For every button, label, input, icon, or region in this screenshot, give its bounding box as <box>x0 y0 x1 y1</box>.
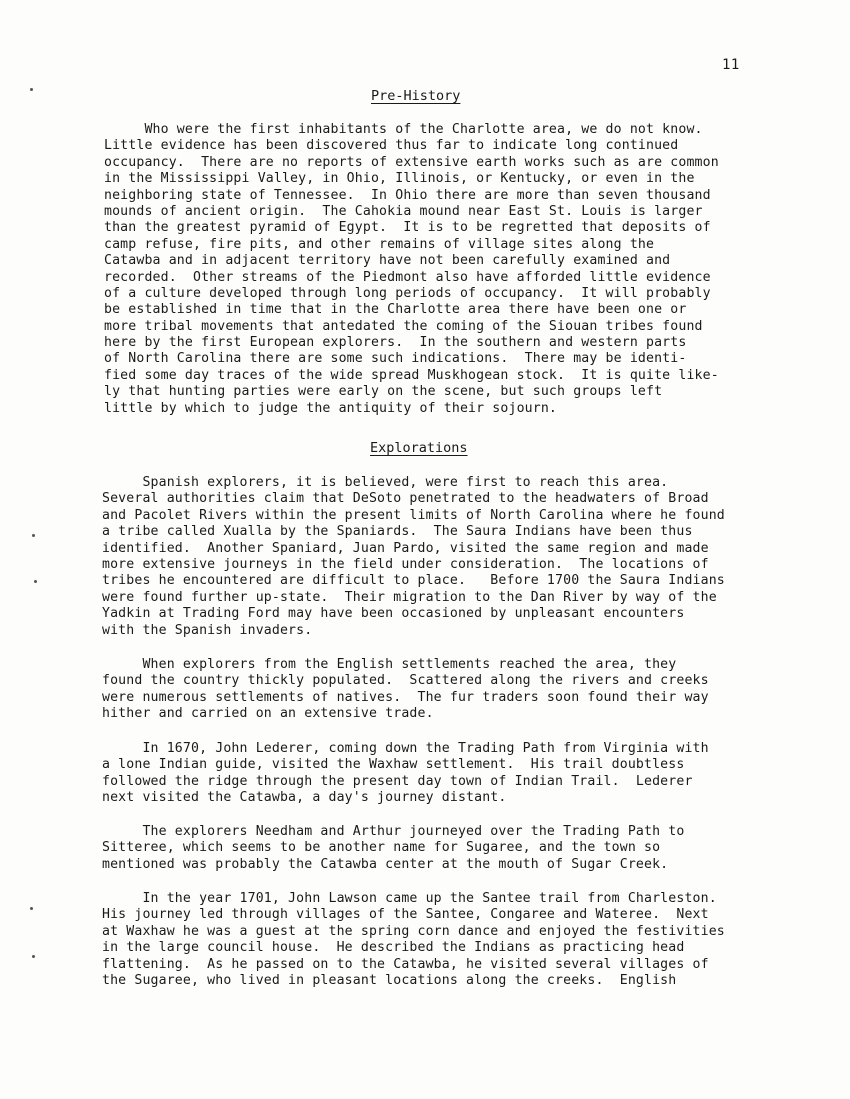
paragraph-explorations-4 <box>102 824 684 873</box>
paragraph-explorations-5 <box>102 891 725 989</box>
text-line: with the Spanish invaders. <box>102 622 313 638</box>
text-line: His journey led through villages of the Santee, Congaree and Wateree. Next <box>102 907 709 923</box>
text-line: in the large council house. He described the Indians as practicing head <box>102 940 685 956</box>
margin-speck <box>30 907 33 910</box>
paragraph-pre-history-1 <box>104 122 719 417</box>
text-line: than the greatest pyramid of Egypt. It is to be regretted that deposits of <box>104 220 711 236</box>
text-line: Spanish explorers, it is believed, were first to reach this area. <box>102 475 669 490</box>
text-line: a tribe called Xualla by the Spaniards. The Saura Indians have been thus <box>102 524 693 540</box>
text-line: in the Mississippi Valley, in Ohio, Illinois, or Kentucky, or even in the <box>104 171 695 187</box>
text-line: mentioned was probably the Catawba center at the mouth of Sugar Creek. <box>102 856 669 872</box>
text-line: hither and carried on an extensive trade. <box>102 706 434 722</box>
section-heading-explorations: Explorations <box>370 440 468 456</box>
text-line: little by which to judge the antiquity of their sojourn. <box>104 400 558 416</box>
text-line: neighboring state of Tennessee. In Ohio there are more than seven thousand <box>104 187 711 203</box>
text-line: ly that hunting parties were early on the scene, but such groups left <box>104 384 663 400</box>
text-line: In 1670, John Lederer, coming down the Trading Path from Virginia with <box>102 741 709 756</box>
text-line: a lone Indian guide, visited the Waxhaw settlement. His trail doubtless <box>102 757 685 773</box>
text-line: Catawba and in adjacent territory have not been carefully examined and <box>104 253 671 269</box>
margin-speck <box>30 88 33 91</box>
text-line: fied some day traces of the wide spread Muskhogean stock. It is quite like- <box>104 367 719 383</box>
margin-speck <box>32 955 35 958</box>
text-line: In the year 1701, John Lawson came up the Santee trail from Charleston. <box>102 891 717 906</box>
text-line: more extensive journeys in the field under consideration. The locations of <box>102 556 709 572</box>
margin-speck <box>32 534 35 537</box>
text-line: occupancy. There are no reports of extensive earth works such as are common <box>104 154 719 170</box>
text-line: Sitteree, which seems to be another name for Sugaree, and the town so <box>102 840 661 856</box>
paragraph-explorations-2 <box>102 657 709 723</box>
text-line: here by the first European explorers. In the southern and western parts <box>104 335 687 351</box>
paragraph-explorations-3 <box>102 741 709 807</box>
text-line: more tribal movements that antedated the coming of the Siouan tribes found <box>104 318 703 334</box>
text-line: at Waxhaw he was a guest at the spring corn dance and enjoyed the festivities <box>102 923 725 939</box>
section-heading-pre-history: Pre-History <box>371 88 461 104</box>
text-line: were found further up-state. Their migration to the Dan River by way of the <box>102 589 717 605</box>
text-line: identified. Another Spaniard, Juan Pardo, visited the same region and made <box>102 540 709 556</box>
text-line: of a culture developed through long periods of occupancy. It will probably <box>104 285 711 301</box>
text-line: Yadkin at Trading Ford may have been occasioned by unpleasant encounters <box>102 606 685 622</box>
text-line: Who were the first inhabitants of the Charlotte area, we do not know. <box>104 122 703 137</box>
paragraph-explorations-1 <box>102 475 725 639</box>
text-line: next visited the Catawba, a day's journey distant. <box>102 790 507 806</box>
text-line: When explorers from the English settlements reached the area, they <box>102 657 677 672</box>
text-line: Several authorities claim that DeSoto penetrated to the headwaters of Broad <box>102 491 709 507</box>
text-line: recorded. Other streams of the Piedmont also have afforded little evidence <box>104 269 711 285</box>
page-number: 11 <box>722 57 740 73</box>
text-line: Little evidence has been discovered thus far to indicate long continued <box>104 138 679 154</box>
text-line: mounds of ancient origin. The Cahokia mound near East St. Louis is larger <box>104 203 703 219</box>
text-line: found the country thickly populated. Scattered along the rivers and creeks <box>102 673 709 689</box>
margin-speck <box>34 580 37 583</box>
text-line: be established in time that in the Charlotte area there have been one or <box>104 302 687 318</box>
text-line: tribes he encountered are difficult to place. Before 1700 the Saura Indians <box>102 573 725 589</box>
text-line: were numerous settlements of natives. The fur traders soon found their way <box>102 689 709 705</box>
text-line: flattening. As he passed on to the Catawba, he visited several villages of <box>102 956 709 972</box>
text-line: followed the ridge through the present day town of Indian Trail. Lederer <box>102 773 693 789</box>
text-line: The explorers Needham and Arthur journeyed over the Trading Path to <box>102 824 685 839</box>
text-line: and Pacolet Rivers within the present limits of North Carolina where he found <box>102 507 725 523</box>
text-line: the Sugaree, who lived in pleasant locations along the creeks. English <box>102 972 677 988</box>
text-line: of North Carolina there are some such indications. There may be identi- <box>104 351 687 367</box>
text-line: camp refuse, fire pits, and other remains of village sites along the <box>104 236 655 252</box>
